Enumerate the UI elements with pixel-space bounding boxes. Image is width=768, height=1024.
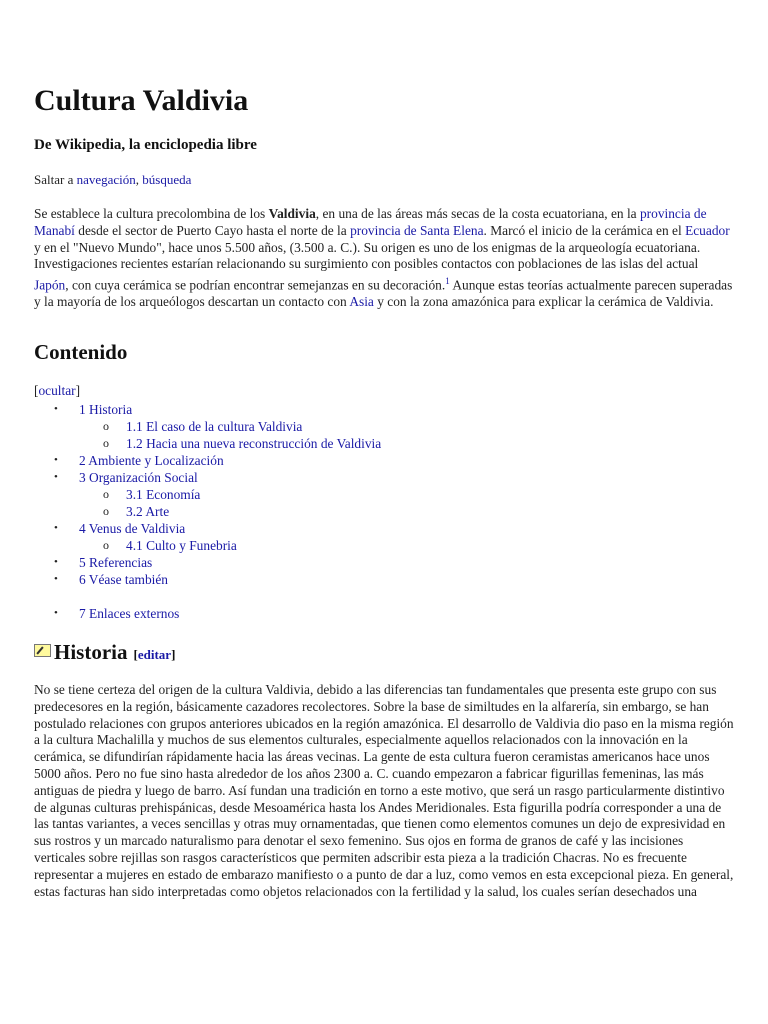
link-asia[interactable]: Asia — [349, 294, 374, 310]
toc-item — [34, 554, 534, 571]
toc-item — [34, 571, 534, 588]
link-ecuador[interactable]: Ecuador — [685, 222, 730, 238]
toc-link[interactable]: 3.2 Arte — [126, 504, 170, 519]
toc-item — [34, 469, 534, 486]
intro-text: , en una de las áreas más secas de la costa ecuatoriana, en la — [315, 206, 640, 221]
toc-link[interactable]: 7 Enlaces externos — [79, 606, 180, 621]
bullet-icon: • — [54, 556, 58, 568]
intro-text: . Marcó el inicio de la cerámica en el — [483, 222, 686, 238]
toc-item — [34, 486, 534, 503]
toc-item — [34, 418, 534, 435]
reference-1-link[interactable]: 1 — [445, 276, 450, 287]
edit-link[interactable]: editar — [137, 647, 172, 662]
bullet-icon: • — [54, 403, 58, 415]
section-heading-historia — [34, 640, 175, 665]
intro-text: y con la zona amazónica para explicar la cerámica de Valdivia. — [373, 294, 714, 310]
intro-text: , con cuya cerámica se podrían encontrar semejanzas en su decoración. — [65, 277, 446, 293]
bracket: ] — [171, 647, 176, 662]
historia-paragraph: No se tiene certeza del origen de la cultura Valdivia, debido a las diferencias tan fundamentales que presenta este grupo con sus predecesores en la región, básicamente cazadores recolectores. Sobre la base de similtudes en la alfarería, sin embargo, se han postulado relaciones con grupos anteriores ubicados en la región amazónica. El desarrollo de Valdivia dio paso en la misma región a la cultura Machalilla y muchos de sus elementos culturales, especialmente aquellos relacionados con la innovación en la cerámica, se difundirían rápidamente hacia las áreas vecinas. La gente de esta cultura fueron ceramistas americanos hace unos 5000 años. Pero no fue sino hasta alrededor de los años 2300 a. C. cuando empezaron a fabricar figurillas femeninas, las más antiguas de piedra y luego de barro. Así fundan una tradición en torno a este motivo, que será un rasgo particularmente distintivo de algunas culturas prehispánicas, desde Mesoamérica hasta los Andes Meridionales. Esta figurilla podría corresponder a una de las tantas variantes, a veces sencillas y otras muy ornamentadas, que tienen como elementos comunes un dejo de expresividad en sus rostros y un marcado naturalismo para denotar el sexo femenino. Sus ojos en forma de granos de café y las incisiones verticales sobre rejillas son rasgos característicos que permiten adscribir esta pieza a la tradición Chacras. No es frecuente representar a mujeres en estado de embarazo manifiesto o a punto de dar a luz, como vemos en esta excepcional pieza. En general, estas facturas han sido interpretadas como objetos relacionados con la fertilidad y la salud, los cuales serían desechados una — [34, 682, 734, 899]
toc-link[interactable]: 4 Venus de Valdivia — [79, 521, 186, 536]
section-title: Historia — [54, 640, 128, 664]
edit-pencil-icon — [34, 644, 51, 657]
bracket: ] — [75, 383, 81, 398]
intro-text: Se establece la cultura precolombina de los — [34, 206, 269, 221]
bullet-icon: • — [54, 607, 58, 619]
toc-link[interactable]: 1.2 Hacia una nueva reconstrucción de Valdivia — [126, 436, 382, 451]
toc-item — [34, 452, 534, 469]
intro-text: Aunque estas teorías actualmente parecen superadas y la mayoría de los arqueólogos descartan un contacto con — [34, 277, 733, 310]
toc-item — [34, 401, 534, 418]
toc-link[interactable]: 3 Organización Social — [79, 470, 198, 485]
intro-text: y en el "Nuevo Mundo", hace unos 5.500 años, (3.500 a. C.). Su origen es uno de los enigmas de la arqueología ecuatoriana. Investigaciones recientes estarían relacionando su surgimiento con posibles contactos con poblaciones de las islas del actual — [34, 239, 701, 272]
search-link[interactable]: búsqueda — [142, 172, 192, 187]
toc-hide-link[interactable]: ocultar — [38, 383, 76, 398]
toc-link[interactable]: 6 Véase también — [79, 572, 168, 587]
bullet-icon: • — [54, 454, 58, 466]
page-title: Cultura Valdivia — [34, 84, 249, 117]
intro-paragraph — [34, 206, 736, 311]
bullet-icon: • — [54, 471, 58, 483]
toc-link[interactable]: 5 Referencias — [79, 555, 153, 570]
toc-link[interactable]: 1 Historia — [79, 402, 133, 417]
link-provincia-manabi[interactable]: provincia de Manabí — [34, 206, 707, 238]
link-provincia-santa-elena[interactable]: provincia de Santa Elena — [350, 222, 484, 238]
toc-item — [34, 435, 534, 452]
toc-link[interactable]: 4.1 Culto y Funebria — [126, 538, 237, 553]
sub-bullet-icon: o — [103, 487, 109, 501]
page-subtitle: De Wikipedia, la enciclopedia libre — [34, 137, 257, 153]
bullet-icon: • — [54, 573, 58, 585]
jump-separator: , — [135, 172, 143, 187]
toc-link[interactable]: 3.1 Economía — [126, 487, 201, 502]
sub-bullet-icon: o — [103, 419, 109, 433]
intro-bold-term: Valdivia — [268, 206, 316, 221]
link-japon[interactable]: Japón — [34, 277, 66, 293]
toc-item — [34, 605, 534, 622]
sub-bullet-icon: o — [103, 436, 109, 450]
jump-prefix: Saltar a — [34, 172, 77, 187]
toc-toggle-row — [34, 382, 534, 399]
bullet-icon: • — [54, 522, 58, 534]
navigation-link[interactable]: navegación — [76, 172, 136, 187]
toc-link[interactable]: 2 Ambiente y Localización — [79, 453, 224, 468]
table-of-contents — [34, 382, 534, 622]
toc-heading: Contenido — [34, 340, 128, 364]
intro-text: desde el sector de Puerto Cayo hasta el norte de la — [74, 222, 351, 238]
sub-bullet-icon: o — [103, 538, 109, 552]
bracket: [ — [133, 647, 138, 662]
toc-item — [34, 520, 534, 537]
toc-item — [34, 503, 534, 520]
toc-list — [34, 401, 534, 622]
toc-item — [34, 537, 534, 554]
sub-bullet-icon: o — [103, 504, 109, 518]
jump-links — [34, 172, 191, 188]
bracket: [ — [34, 383, 39, 398]
edit-section — [134, 647, 176, 662]
toc-link[interactable]: 1.1 El caso de la cultura Valdivia — [126, 419, 303, 434]
